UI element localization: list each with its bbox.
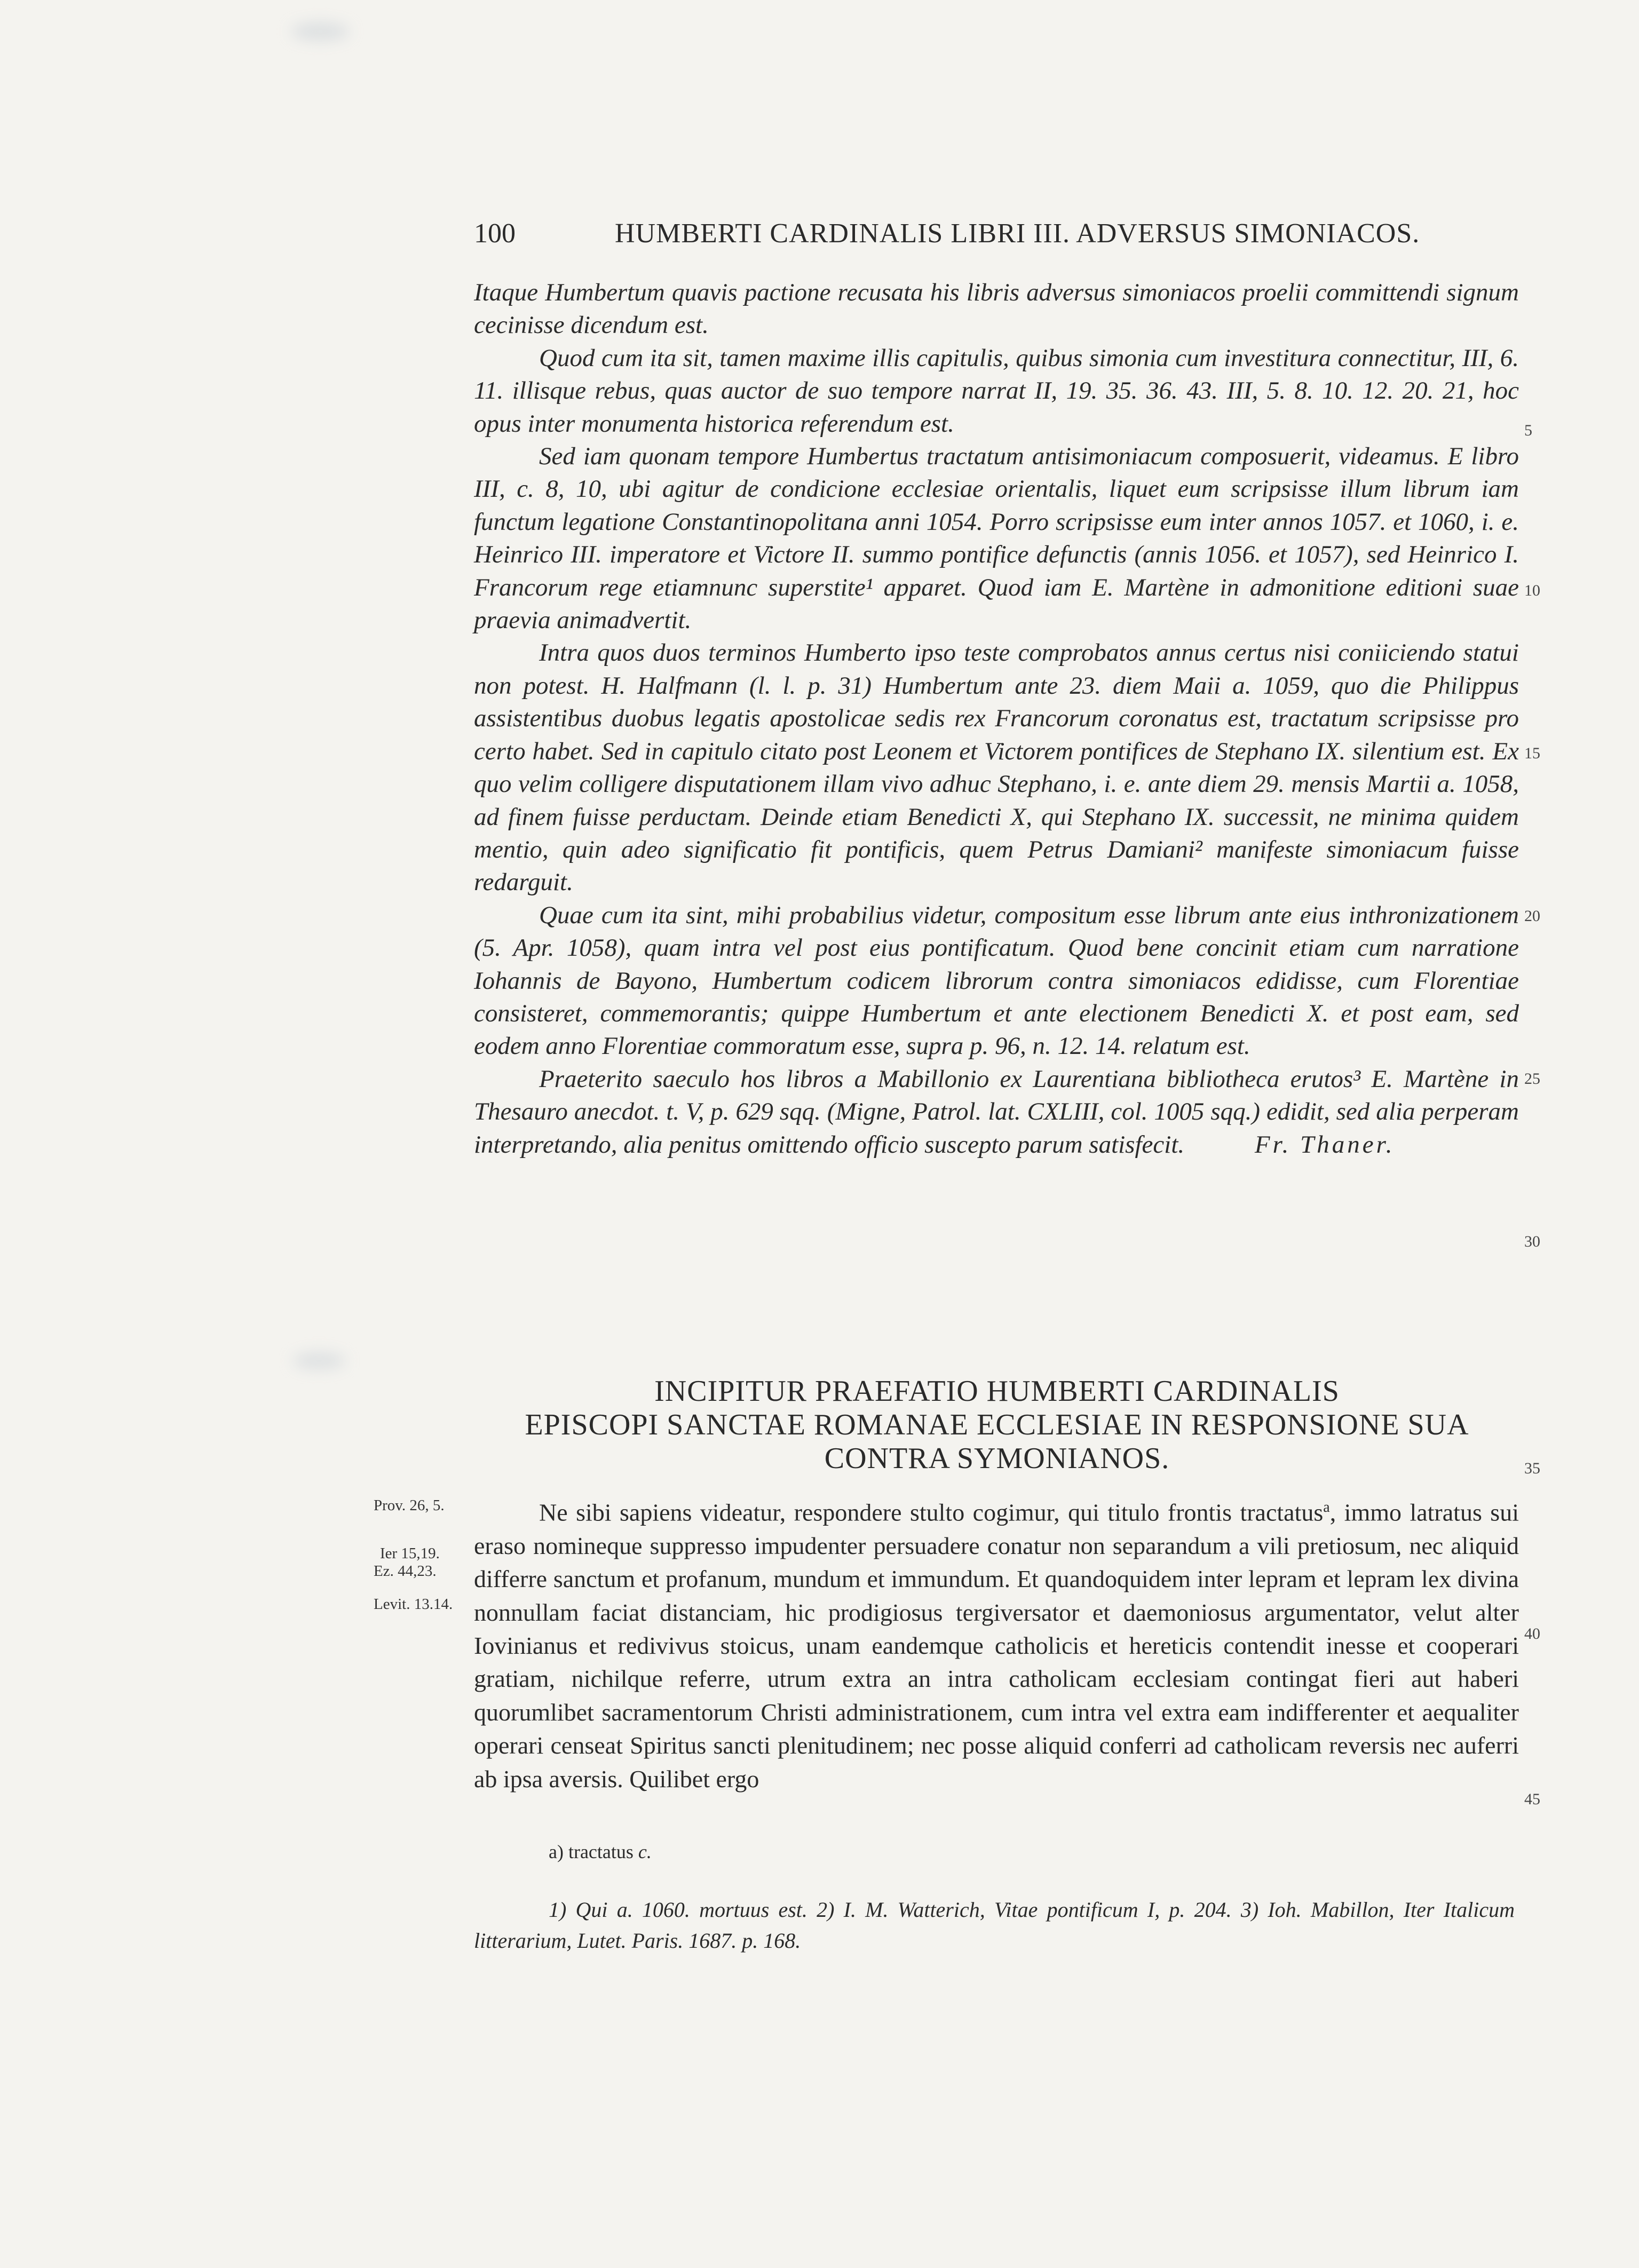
editor-signature: Fr. Thaner. (1254, 1130, 1395, 1159)
scan-smudge-middle (292, 1353, 346, 1369)
footnote-text (474, 1894, 1515, 1956)
critical-apparatus (549, 1841, 652, 1863)
margin-reference: Levit. 13.14. (374, 1596, 453, 1613)
main-text-opening: Ne sibi sapiens videatur, respondere stulto cogimur, qui titulo frontis tractatus (539, 1498, 1324, 1526)
critical-note-marker: a (1323, 1499, 1330, 1516)
title-line: CONTRA SYMONIANOS. (824, 1442, 1170, 1475)
title-line: INCIPITUR PRAEFATIO HUMBERTI CARDINALIS (654, 1375, 1340, 1408)
margin-reference: Ez. 44,23. (374, 1563, 437, 1580)
intro-paragraph: Sed iam quonam tempore Humbertus tractatum antisimoniacum composuerit, videamus. E libro III, c. 8, 10, ubi agitur de condicione ecclesiae orientalis, liquet eum scripsisse illum librum iam functum legatione Constantinopolitana anni 1054. Porro scripsisse eum inter annos 1057. et 1060, i. e. Heinrico III. imperatore et Victore II. summo pontifice defunctis (annis 1056. et 1057), sed Heinrico I. Francorum rege etiamnunc superstite¹ apparet. Quod iam E. Martène in admonitione editioni suae praevia animadvertit. (474, 442, 1519, 635)
line-number: 35 (1524, 1460, 1540, 1477)
line-number: 30 (1524, 1233, 1540, 1250)
main-text-continuation: , immo latratus sui eraso nomineque suppresso impudenter persuadere conatur non separandum a vili pretiosum, nec aliquid differre sanctum et profanum, mundum et immundum. Et quandoquidem inter lepram et lepram lex divina nonnullam faciat distanciam, hic prodigiosus tergiversator et daemoniosus argumentator, velut alter Iovinianus et redivivus stoicus, unam eandemque catholicis et hereticis contendit inesse et cooperari gratiam, nichilque referre, utrum extra an intra catholicam ecclesiam contingat fieri aut haberi quorumlibet sacramentorum Christi administrationem, cum intra vel extra eam indifferenter et aequaliter operari censeat Spiritus sancti plenitudinem; nec posse aliquid conferri ad catholicam reversis nec auferri ab ipsa aversis. Quilibet ergo (474, 1498, 1519, 1793)
line-number: 15 (1524, 744, 1540, 762)
running-header (474, 218, 1521, 255)
line-number: 20 (1524, 907, 1540, 925)
line-number: 10 (1524, 582, 1540, 599)
scan-smudge-top (291, 22, 350, 41)
title-line: EPISCOPI SANCTAE ROMANAE ECCLESIAE IN RESPONSIONE SUA (525, 1408, 1469, 1441)
critical-note-siglum: c. (638, 1841, 652, 1862)
line-number: 25 (1524, 1070, 1540, 1088)
footnotes (474, 1894, 1515, 1956)
intro-paragraph: Quae cum ita sint, mihi probabilius videtur, compositum esse librum ante eius inthronizationem (5. Apr. 1058), quam intra vel post eius pontificatum. Quod bene concinit etiam cum narratione Iohannis de Bayono, Humbertum codicem librorum contra simoniacos edidisse, cum Florentiae consisteret, commemorantis; quippe Humbertum et ante electionem Benedicti X. et post eam, sed eodem anno Florentiae commoratum esse, supra p. 96, n. 12. 14. relatum est. (474, 901, 1519, 1060)
intro-paragraph: Itaque Humbertum quavis pactione recusata his libris adversus simoniacos proelii committendi signum cecinisse dicendum est. (474, 279, 1519, 339)
line-number: 45 (1524, 1790, 1540, 1808)
line-number: 40 (1524, 1625, 1540, 1643)
page-number: 100 (474, 218, 516, 249)
intro-paragraph (474, 1063, 1519, 1161)
footnotes-text: 1) Qui a. 1060. mortuus est. 2) I. M. Watterich, Vitae pontificum I, p. 204. 3) Ioh. Mabillon, Iter Italicum litterarium, Lutet. Paris. 1687. p. 168. (474, 1898, 1515, 1953)
main-text-paragraph (474, 1491, 1519, 1796)
running-title: HUMBERTI CARDINALIS LIBRI III. ADVERSUS SIMONIACOS. (615, 218, 1420, 249)
intro-paragraph: Intra quos duos terminos Humberto ipso teste comprobatos annus certus nisi coniiciendo statui non potest. H. Halfmann (l. l. p. 31) Humbertum ante 23. diem Maii a. 1059, quo die Philippus assistentibus duobus legatis apostolicae sedis rex Francorum coronatus est, tractatum scripsisse pro certo habet. Sed in capitulo citato post Leonem et Victorem pontifices de Stephano IX. silentium est. Ex quo velim colligere disputationem illam vivo adhuc Stephano, i. e. ante diem 29. mensis Martii a. 1058, ad finem fuisse perductam. Deinde etiam Benedicti X, qui Stephano IX. successit, ne minima quidem mentio, quin adeo significatio fit pontificis, quem Petrus Damiani² manifeste simoniacum fuisse redarguit. (474, 639, 1519, 897)
line-number: 5 (1524, 422, 1532, 439)
intro-paragraph: Quod cum ita sit, tamen maxime illis capitulis, quibus simonia cum investitura connectitur, III, 6. 11. illisque rebus, quas auctor de suo tempore narrat II, 19. 35. 36. 43. III, 5. 8. 10. 12. 20. 21, hoc opus inter monumenta historica referendum est. (474, 344, 1519, 438)
margin-reference: Ier 15,19. (380, 1545, 440, 1562)
margin-reference: Prov. 26, 5. (374, 1497, 445, 1514)
editor-introduction (474, 276, 1519, 1161)
intro-paragraph-text: Praeterito saeculo hos libros a Mabillonio ex Laurentiana bibliotheca erutos³ E. Martène in Thesauro anecdot. t. V, p. 629 sqq. (Migne, Patrol. lat. CXLIII, col. 1005 sqq.) edidit, sed alia perperam interpretando, alia penitus omittendo officio suscepto parum satisfecit. (474, 1065, 1519, 1159)
main-text (474, 1491, 1519, 1796)
section-title (474, 1375, 1520, 1476)
critical-note-label: a) tractatus (549, 1841, 634, 1862)
